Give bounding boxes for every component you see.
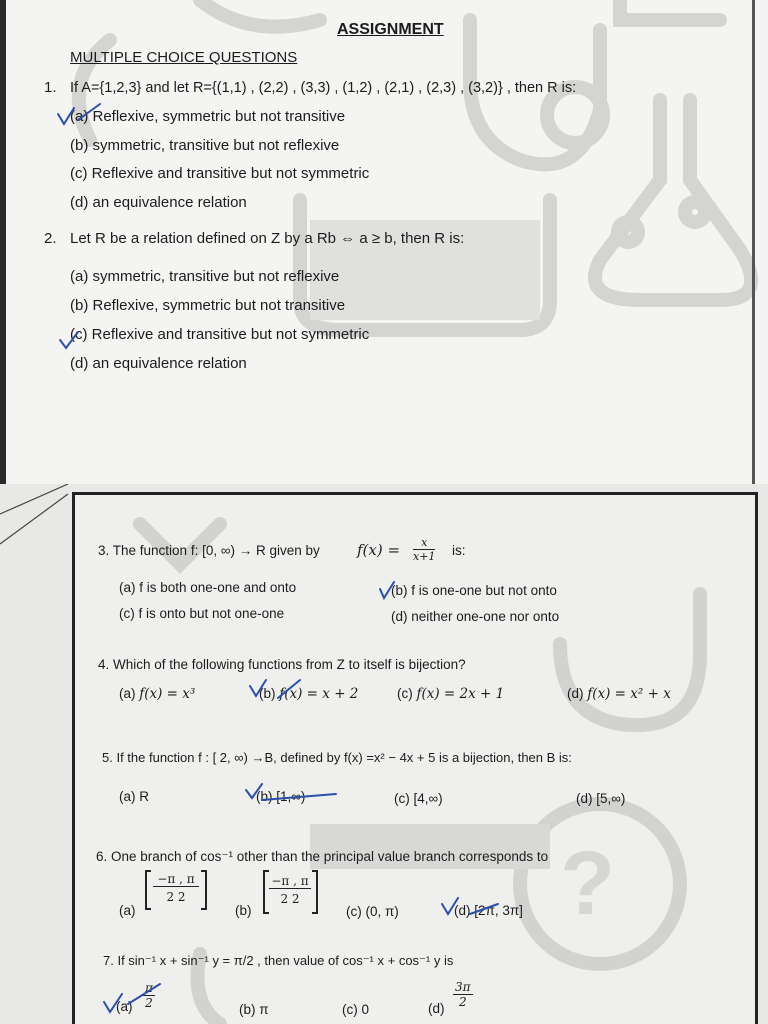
q1-option-b: (b) symmetric, transitive but not reflexive xyxy=(70,137,340,154)
q1-option-c: (c) Reflexive and transitive but not symmetric xyxy=(70,165,370,182)
q7-option-b: (b) π xyxy=(239,1002,269,1017)
q5-text: 5. If the function f : [ 2, ∞) →B, defined by f(x) =x² − 4x + 5 is a bijection, then B is: xyxy=(102,750,572,765)
q3-option-d: (d) neither one-one nor onto xyxy=(391,609,560,624)
q3-option-c: (c) f is onto but not one-one xyxy=(119,606,285,621)
q4-option-d-expr: f(x) = x² + x xyxy=(587,686,671,702)
tick-mark-q3-b xyxy=(380,582,394,598)
q4-option-c-expr: f(x) = 2x + 1 xyxy=(416,686,505,702)
q4-option-b-label: (b) xyxy=(259,686,280,701)
q5-option-a: (a) R xyxy=(119,789,149,804)
q1-option-a: (a) Reflexive, symmetric but not transitive xyxy=(70,108,346,125)
q6-option-a-label: (a) xyxy=(119,903,136,918)
q7-text: 7. If sin⁻¹ x + sin⁻¹ y = π/2 , then value of cos⁻¹ x + cos⁻¹ y is xyxy=(103,953,454,968)
q6-option-d: (d) [2π, 3π] xyxy=(454,903,523,918)
q3-fx: f(x) = xyxy=(357,541,401,559)
q3-option-a: (a) f is both one-one and onto xyxy=(119,580,297,595)
q6-option-c: (c) (0, π) xyxy=(346,904,399,919)
tick-mark-q6-d xyxy=(442,898,458,914)
pen-tick-marks-page2 xyxy=(0,484,768,1024)
tick-mark-q7-a xyxy=(104,994,122,1012)
q6-b-numerators: −π , π xyxy=(269,874,311,889)
pen-tick-marks-page1 xyxy=(0,0,768,484)
q6-a-denominators: 2 2 xyxy=(166,890,186,904)
strike-mark-q7-a xyxy=(128,984,160,1004)
tick-mark-q4-b xyxy=(250,680,266,696)
q7-a-den: 2 xyxy=(145,996,153,1010)
q5-option-d: (d) [5,∞) xyxy=(576,791,626,806)
q1-option-d: (d) an equivalence relation xyxy=(70,194,247,211)
q1-text: If A={1,2,3} and let R={(1,1) , (2,2) , (3,3) , (1,2) , (2,1) , (2,3) , (3,2)} , then R is: xyxy=(70,80,577,96)
q7-option-d-label: (d) xyxy=(428,1001,445,1016)
tick-mark-q1-a xyxy=(58,108,74,124)
q6-option-b-label: (b) xyxy=(235,903,252,918)
q4-option-a-label: (a) xyxy=(119,686,140,701)
q2-option-b: (b) Reflexive, symmetric but not transitive xyxy=(70,297,346,314)
strike-mark-q1-a xyxy=(78,104,100,120)
q1-number: 1. xyxy=(44,79,57,96)
assignment-page-bottom xyxy=(0,484,768,1024)
q3-option-b: (b) f is one-one but not onto xyxy=(391,583,557,598)
q7-option-c: (c) 0 xyxy=(342,1002,369,1017)
strike-mark-q4-b xyxy=(278,680,300,698)
q3-text-suffix: is: xyxy=(452,543,466,558)
svg-text:?: ? xyxy=(560,834,615,934)
section-subtitle: MULTIPLE CHOICE QUESTIONS xyxy=(70,49,298,66)
q3-text-prefix: 3. The function f: [0, ∞) → R given by xyxy=(98,543,320,558)
underline-mark-q5-b xyxy=(262,794,336,800)
q6-text: 6. One branch of cos⁻¹ other than the principal value branch corresponds to xyxy=(96,849,549,864)
q2-option-a: (a) symmetric, transitive but not reflexive xyxy=(70,268,340,285)
q5-option-b: (b) [1,∞) xyxy=(256,789,306,804)
q4-option-b-expr: f(x) = x + 2 xyxy=(279,686,359,702)
q7-a-num: π xyxy=(145,981,153,995)
assignment-page-top xyxy=(0,0,768,484)
q6-b-denominators: 2 2 xyxy=(280,892,300,906)
q4-option-a-expr: f(x) = x³ xyxy=(139,686,196,702)
q5-option-c: (c) [4,∞) xyxy=(394,791,443,806)
tick-mark-q5-b xyxy=(246,784,262,798)
q4-option-d-label: (d) xyxy=(567,686,588,701)
q2-text: Let R be a relation defined on Z by a Rb ⇔ a ≥ b, then R is: xyxy=(70,230,465,247)
assignment-title: ASSIGNMENT xyxy=(337,21,444,38)
q3-frac-num: x xyxy=(413,536,435,550)
q7-d-den: 2 xyxy=(458,995,467,1009)
q4-option-c-label: (c) xyxy=(397,686,417,701)
q2-number: 2. xyxy=(44,230,57,247)
q4-text: 4. Which of the following functions from Z to itself is bijection? xyxy=(98,657,466,672)
q7-d-num: 3π xyxy=(455,980,471,994)
q7-option-a-label: (a) xyxy=(116,999,133,1014)
q2-option-c: (c) Reflexive and transitive but not symmetric xyxy=(70,326,370,343)
strike-mark-q6-d xyxy=(470,904,498,914)
q6-a-numerators: −π , π xyxy=(153,872,199,887)
q3-frac-den: x+1 xyxy=(413,550,436,563)
q2-option-d: (d) an equivalence relation xyxy=(70,355,247,372)
tick-mark-q2-c xyxy=(60,332,78,348)
